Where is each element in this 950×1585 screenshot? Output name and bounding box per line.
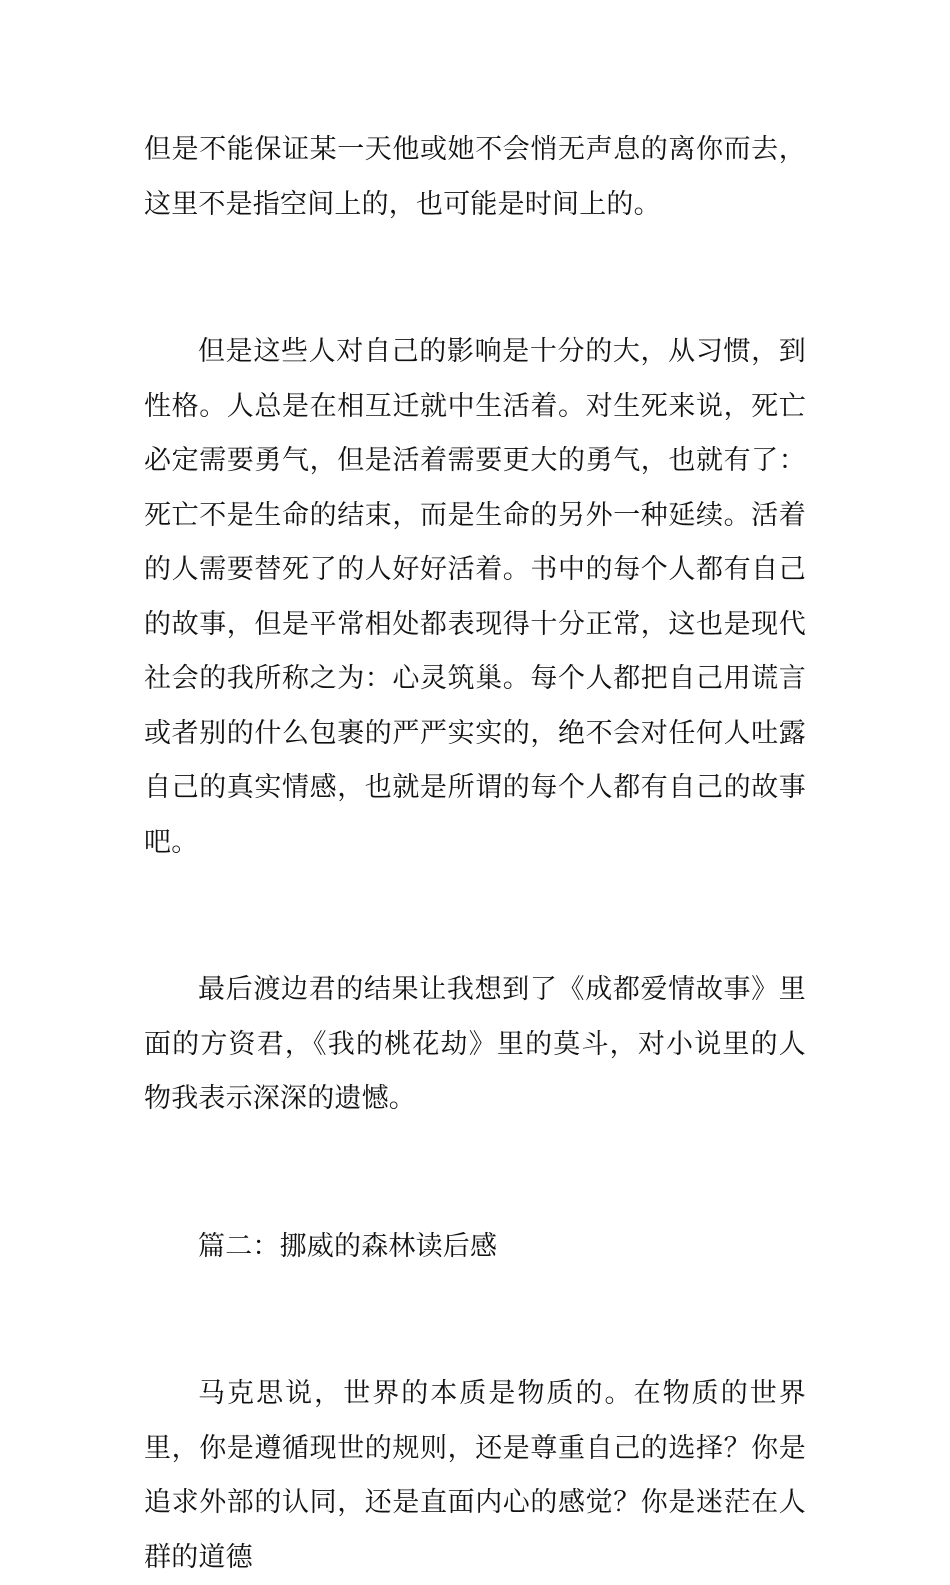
section-heading: 篇二：挪威的森林读后感 (198, 1230, 498, 1262)
paragraph-4: 马克思说，世界的本质是物质的。在物质的世界里，你是遵循现世的规则，还是尊重自己的选择？你是追求外部的认同，还是直面内心的感觉？你是迷茫在人群的道德 (144, 1378, 806, 1573)
document-page (144, 123, 806, 1585)
paragraph-gap (144, 1127, 806, 1220)
paragraph-2: 但是这些人对自己的影响是十分的大，从习惯，到性格。人总是在相互迁就中生活着。对生死来说，死亡必定需要勇气，但是活着需要更大的勇气，也就有了：死亡不是生命的结束，而是生命的另外一种延续。活着的人需要替死了的人好好活着。书中的每个人都有自己的故事，但是平常相处都表现得十分正常，这也是现代社会的我所称之为：心灵筑巢。每个人都把自己用谎言或者别的什么包裹的严严实实的，绝不会对任何人吐露自己的真实情感，也就是所谓的每个人都有自己的故事吧。 (144, 336, 806, 858)
paragraph-gap (144, 1274, 806, 1367)
paragraph-1: 但是不能保证某一天他或她不会悄无声息的离你而去，这里不是指空间上的，也可能是时间上的。 (144, 134, 806, 220)
paragraph-gap (144, 870, 806, 963)
paragraph-3: 最后渡边君的结果让我想到了《成都爱情故事》里面的方资君，《我的桃花劫》里的莫斗，对小说里的人物我表示深深的遗憾。 (144, 974, 806, 1114)
paragraph-gap (144, 232, 806, 325)
